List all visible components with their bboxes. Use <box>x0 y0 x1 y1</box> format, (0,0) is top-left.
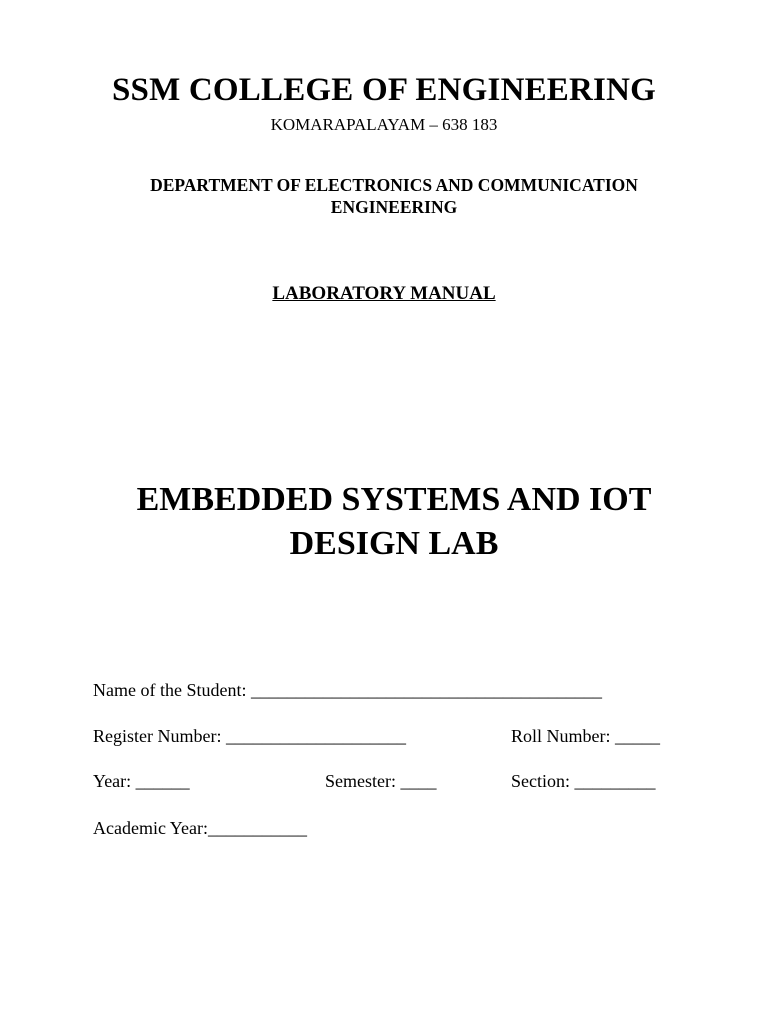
college-name: SSM COLLEGE OF ENGINEERING <box>112 72 656 108</box>
section-field: Section: _________ <box>511 771 656 791</box>
course-title: EMBEDDED SYSTEMS AND IOT DESIGN LAB <box>136 481 652 562</box>
roll-number-field: Roll Number: _____ <box>511 726 660 746</box>
academic-year-field: Academic Year:___________ <box>93 818 307 838</box>
year-field: Year: ______ <box>93 771 190 791</box>
semester-field: Semester: ____ <box>325 771 437 791</box>
college-address: KOMARAPALAYAM – 638 183 <box>270 115 498 134</box>
department-name: DEPARTMENT OF ELECTRONICS AND COMMUNICATION ENGINEERING <box>150 175 638 217</box>
manual-type-heading: LABORATORY MANUAL <box>272 283 496 304</box>
student-name-field: Name of the Student: _______________________________________ <box>93 680 602 700</box>
register-number-field: Register Number: ____________________ <box>93 726 406 746</box>
